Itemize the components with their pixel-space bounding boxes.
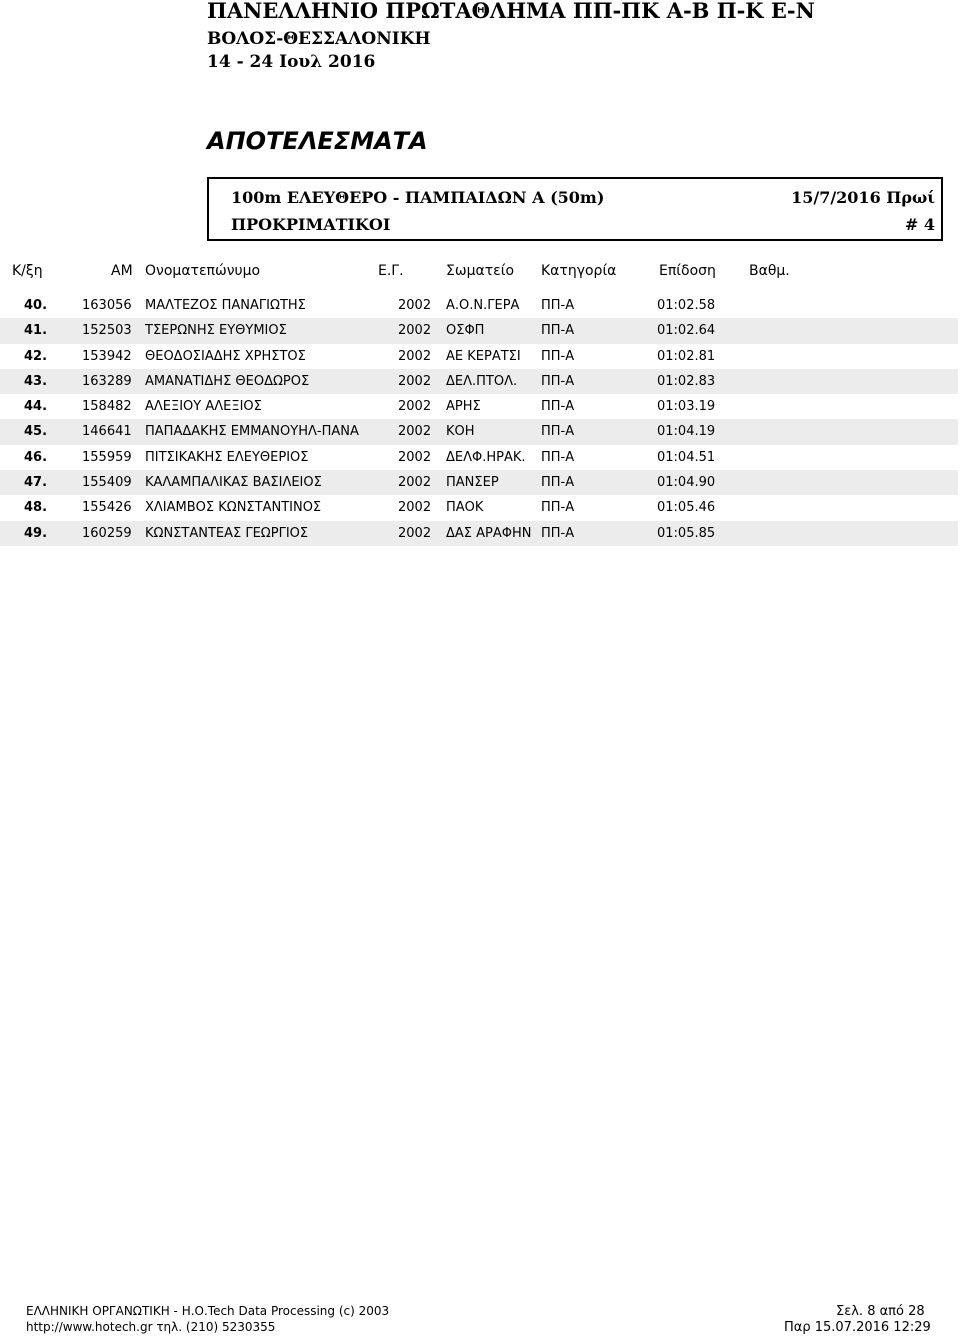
row-year: 2002 [398, 525, 432, 541]
event-number: # 4 [904, 215, 935, 234]
col-header-am: ΑΜ [111, 263, 133, 279]
row-club: ΔΕΛ.ΠΤΟΛ. [446, 373, 518, 389]
table-row [0, 445, 958, 470]
row-time: 01:04.51 [657, 449, 716, 465]
footer-page-number: Σελ. 8 από 28 [836, 1304, 925, 1319]
row-year: 2002 [398, 475, 432, 491]
row-club: ΑΕ ΚΕΡΑΤΣΙ [446, 348, 521, 364]
row-rank: 46. [24, 449, 48, 465]
row-year: 2002 [398, 348, 432, 364]
table-row [0, 318, 958, 343]
row-category: ΠΠ-Α [541, 475, 575, 491]
row-rank: 43. [24, 373, 48, 389]
row-am: 152503 [82, 323, 132, 339]
row-club: ΠΑΝΣΕΡ [446, 475, 499, 491]
table-row [0, 369, 958, 394]
row-time: 01:05.46 [657, 500, 716, 516]
col-header-year: Ε.Γ. [378, 263, 404, 279]
table-row [0, 394, 958, 419]
row-category: ΠΠ-Α [541, 399, 575, 415]
table-row [0, 495, 958, 520]
row-am: 146641 [82, 424, 132, 440]
row-time: 01:04.90 [657, 475, 716, 491]
event-date: 15/7/2016 Πρωί [791, 188, 935, 207]
row-club: ΔΑΣ ΑΡΑΦΗΝ [446, 525, 532, 541]
row-time: 01:02.83 [657, 373, 716, 389]
championship-location: ΒΟΛΟΣ-ΘΕΣΣΑΛΟΝΙΚΗ [207, 29, 431, 49]
championship-dates: 14 - 24 Ιουλ 2016 [207, 52, 376, 72]
row-name: ΤΣΕΡΩΝΗΣ ΕΥΘΥΜΙΟΣ [145, 323, 287, 339]
footer-contact: http://www.hotech.gr τηλ. (210) 5230355 [26, 1320, 276, 1334]
row-year: 2002 [398, 500, 432, 516]
row-year: 2002 [398, 449, 432, 465]
results-table [0, 293, 958, 546]
row-am: 155426 [82, 500, 132, 516]
table-row [0, 521, 958, 546]
row-category: ΠΠ-Α [541, 449, 575, 465]
row-name: ΚΩΝΣΤΑΝΤΕΑΣ ΓΕΩΡΓΙΟΣ [145, 525, 309, 541]
table-row [0, 344, 958, 369]
row-am: 160259 [82, 525, 132, 541]
row-rank: 48. [24, 500, 48, 516]
row-rank: 40. [24, 298, 48, 313]
row-year: 2002 [398, 298, 432, 313]
row-am: 155409 [82, 475, 132, 491]
row-am: 163056 [82, 298, 132, 313]
row-am: 155959 [82, 449, 132, 465]
col-header-time: Επίδοση [659, 263, 716, 279]
row-rank: 41. [24, 323, 48, 339]
row-category: ΠΠ-Α [541, 373, 575, 389]
table-row [0, 470, 958, 495]
row-club: ΠΑΟΚ [446, 500, 484, 516]
row-year: 2002 [398, 323, 432, 339]
row-year: 2002 [398, 399, 432, 415]
col-header-name: Ονοματεπώνυμο [145, 263, 261, 279]
row-club: ΔΕΛΦ.ΗΡΑΚ. [446, 449, 526, 465]
row-year: 2002 [398, 424, 432, 440]
row-category: ΠΠ-Α [541, 323, 575, 339]
row-category: ΠΠ-Α [541, 298, 575, 313]
row-rank: 42. [24, 348, 48, 364]
col-header-points: Βαθμ. [749, 263, 790, 279]
row-club: Α.Ο.Ν.ΓΕΡΑ [446, 298, 520, 313]
row-name: ΠΙΤΣΙΚΑΚΗΣ ΕΛΕΥΘΕΡΙΟΣ [145, 449, 309, 465]
event-round: ΠΡΟΚΡΙΜΑΤΙΚΟΙ [231, 215, 391, 234]
row-category: ΠΠ-Α [541, 500, 575, 516]
row-am: 163289 [82, 373, 132, 389]
row-category: ΠΠ-Α [541, 348, 575, 364]
table-row [0, 419, 958, 444]
row-time: 01:05.85 [657, 525, 716, 541]
row-time: 01:02.81 [657, 348, 716, 364]
row-category: ΠΠ-Α [541, 424, 575, 440]
event-info-box [207, 177, 943, 241]
row-time: 01:03.19 [657, 399, 716, 415]
row-rank: 49. [24, 525, 48, 541]
row-am: 158482 [82, 399, 132, 415]
row-club: ΚΟΗ [446, 424, 475, 440]
row-rank: 45. [24, 424, 48, 440]
row-name: ΧΛΙΑΜΒΟΣ ΚΩΝΣΤΑΝΤΙΝΟΣ [145, 500, 322, 516]
results-heading: ΑΠΟΤΕΛΕΣΜΑΤΑ [207, 127, 428, 155]
row-time: 01:02.64 [657, 323, 716, 339]
row-year: 2002 [398, 373, 432, 389]
row-name: ΜΑΛΤΕΖΟΣ ΠΑΝΑΓΙΩΤΗΣ [145, 298, 306, 313]
row-category: ΠΠ-Α [541, 525, 575, 541]
row-rank: 44. [24, 399, 48, 415]
footer-organization: ΕΛΛΗΝΙΚΗ ΟΡΓΑΝΩΤΙΚΗ - Η.Ο.Tech Data Processing (c) 2003 [26, 1304, 390, 1318]
row-name: ΑΜΑΝΑΤΙΔΗΣ ΘΕΟΔΩΡΟΣ [145, 373, 310, 389]
col-header-club: Σωματείο [446, 263, 515, 279]
row-name: ΑΛΕΞΙΟΥ ΑΛΕΞΙΟΣ [145, 399, 262, 415]
row-club: ΑΡΗΣ [446, 399, 481, 415]
col-header-rank: Κ/ξη [12, 263, 43, 279]
col-header-category: Κατηγορία [541, 263, 617, 279]
row-club: ΟΣΦΠ [446, 323, 485, 339]
event-name: 100m ΕΛΕΥΘΕΡΟ - ΠΑΜΠΑΙΔΩΝ Α (50m) [231, 188, 605, 207]
table-row [0, 293, 958, 318]
row-name: ΘΕΟΔΟΣΙΑΔΗΣ ΧΡΗΣΤΟΣ [145, 348, 306, 364]
row-am: 153942 [82, 348, 132, 364]
row-rank: 47. [24, 475, 48, 491]
row-time: 01:04.19 [657, 424, 716, 440]
row-name: ΚΑΛΑΜΠΑΛΙΚΑΣ ΒΑΣΙΛΕΙΟΣ [145, 475, 322, 491]
row-time: 01:02.58 [657, 298, 716, 313]
championship-title: ΠΑΝΕΛΛΗΝΙΟ ΠΡΩΤΑΘΛΗΜΑ ΠΠ-ΠΚ Α-Β Π-Κ Ε-Ν [207, 0, 815, 23]
footer-printed-timestamp: Παρ 15.07.2016 12:29 [784, 1320, 931, 1335]
row-name: ΠΑΠΑΔΑΚΗΣ ΕΜΜΑΝΟΥΗΛ-ΠΑΝΑ [145, 424, 359, 440]
